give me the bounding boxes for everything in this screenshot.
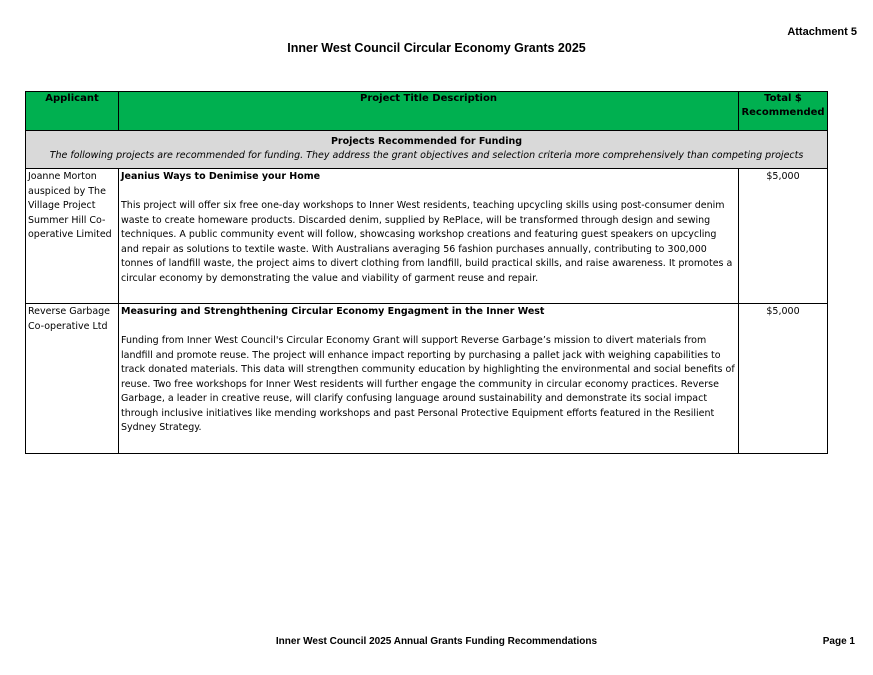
- applicant-cell: Joanne Morton auspiced by The Village Project Summer Hill Co-operative Limited: [26, 169, 119, 304]
- grants-table: [25, 91, 828, 454]
- applicant-header: Applicant: [26, 92, 119, 131]
- project-title: Measuring and Strenghthening Circular Economy Engagment in the Inner West: [121, 306, 545, 317]
- table-row: [26, 169, 828, 304]
- attachment-label: Attachment 5: [787, 26, 857, 38]
- project-header: Project Title Description: [119, 92, 739, 131]
- applicant-cell: Reverse Garbage Co-operative Ltd: [26, 304, 119, 454]
- table-row: [26, 304, 828, 454]
- section-row: [26, 131, 828, 169]
- project-description: Funding from Inner West Council's Circular Economy Grant will support Reverse Garbage’s mission to divert materials from landfill and promote reuse. The project will enhance impact reporting by purchasing a pallet jack with weighing capabilities to track donated materials. This data will strengthen community education by highlighting the environmental and social benefits of reuse. Two free workshops for Inner West residents will further engage the community in circular economy practices. Reverse Garbage, a leader in creative reuse, will clarify confusing language around sustainability and demonstrate its social impact through inclusive initiatives like mending workshops and past Personal Protective Equipment efforts featured in the Resilient Sydney Strategy.: [121, 335, 735, 433]
- project-cell: [119, 304, 739, 454]
- section-description: The following projects are recommended for funding. They address the grant objectives and selection criteria more comprehensively than competing projects: [49, 150, 804, 161]
- section-title: Projects Recommended for Funding: [330, 136, 523, 147]
- section-cell: [26, 131, 828, 169]
- project-cell: [119, 169, 739, 304]
- project-title: Jeanius Ways to Denimise your Home: [121, 171, 321, 182]
- total-header: Total $ Recommended: [739, 92, 828, 131]
- header-row: [26, 92, 828, 131]
- page-number: Page 1: [822, 636, 855, 647]
- footer-title: Inner West Council 2025 Annual Grants Funding Recommendations: [275, 636, 598, 647]
- document-title: Inner West Council Circular Economy Grants 2025: [287, 41, 586, 55]
- amount-cell: $5,000: [739, 169, 828, 304]
- project-description: This project will offer six free one-day workshops to Inner West residents, teaching upcycling skills using post-consumer denim waste to create homeware products. Discarded denim, supplied by RePlace, will be transformed through design and sewing techniques. A public community event will follow, showcasing workshop creations and featuring guest speakers on upcycling and repair as solutions to textile waste. With Australians averaging 56 fashion purchases annually, contributing to 300,000 tonnes of landfill waste, the project aims to divert clothing from landfill, build practical skills, and raise awareness. It promotes a circular economy by demonstrating the value and viability of garment reuse and repair.: [121, 200, 733, 284]
- amount-cell: $5,000: [739, 304, 828, 454]
